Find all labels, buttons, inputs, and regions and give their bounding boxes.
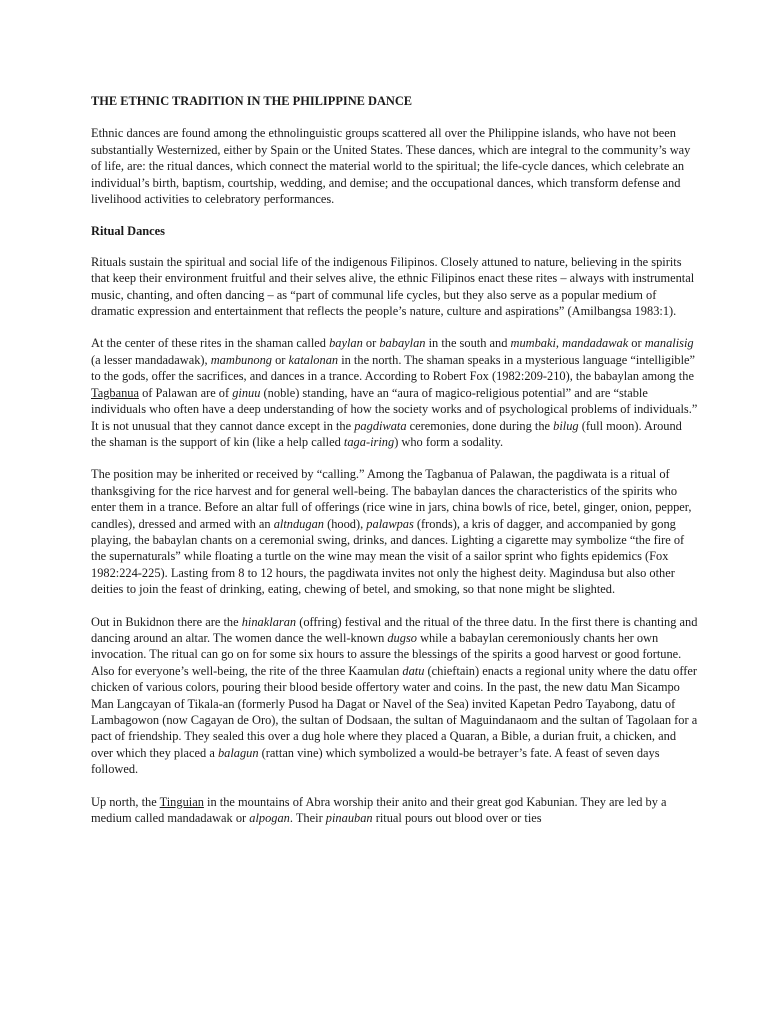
- text-span: At the center of these rites in the shaman called: [91, 336, 330, 351]
- paragraph-bukidnon: [91, 614, 698, 778]
- underlined-term: Tinguian: [159, 794, 204, 809]
- text-span: . Their: [289, 811, 326, 826]
- text-span: ritual pours out blood over or ties: [372, 811, 542, 826]
- text-span: Out in Bukidnon there are the: [91, 614, 242, 629]
- text-span: or: [628, 336, 645, 351]
- emphasis-term: dugso: [387, 630, 417, 645]
- text-span: (fronds), a kris of dagger, and accompanied by gong playing, the babaylan chants on a ceremonial swing, drinks, and dances. Lighting a cigarette may symbolize “the fire of the supernaturals” while floating a turtle on the wine may mean the visit of a sailor sprint who fights epidemics (Fox 1982:224-225). Lasting from 8 to 12 hours, the pagdiwata invites not only the highest deity. Magindusa but also other deities to join the feast of drinking, eating, chewing of betel, and smoking, so that none might be slighted.: [91, 516, 685, 597]
- emphasis-term: alpogan: [249, 811, 290, 826]
- text-span: The position may be inherited or received by “calling.” Among the Tagbanua of Palawan, the pagdiwata is a ritual of thanksgiving for the rice harvest and for general well-being. The babaylan dances the characteristics of the spirits who enter them in a trance. Before an altar full of offerings (rice wine in jars, china bowls of rice, betel, ginger, onion, pepper, candles), dressed and armed with an: [91, 467, 692, 531]
- underlined-term: Tagbanua: [91, 385, 139, 400]
- text-span: (full moon). Around the shaman is the support of kin (like a help called: [91, 418, 682, 449]
- emphasis-term: hinaklaran: [241, 614, 297, 629]
- section-heading: Ritual Dances: [91, 224, 165, 239]
- text-span: (noble) standing, have an “aura of magico-religious potential” and are “stable individuals who often have a deep understanding of how the society works and of psychological problems of individuals.” It is not unusual that they cannot dance except in the: [91, 385, 698, 433]
- emphasis-term: baylan: [329, 336, 363, 351]
- emphasis-term: manalisig: [644, 336, 694, 351]
- text-span: (a lesser mandadawak),: [91, 352, 211, 367]
- text-span: ceremonies, done during the: [406, 418, 554, 433]
- paragraph-shaman: [91, 335, 698, 450]
- emphasis-term: bilug: [553, 418, 579, 433]
- emphasis-term: katalonan: [288, 352, 339, 367]
- text-span: (hood),: [323, 516, 367, 531]
- text-span: in the south and: [425, 336, 511, 351]
- emphasis-term: altndugan: [273, 516, 324, 531]
- text-span: in the mountains of Abra worship their anito and their great god Kabunian. They are led by a medium called mandadawak or: [91, 794, 667, 826]
- document-title: THE ETHNIC TRADITION IN THE PHILIPPINE DANCE: [91, 94, 413, 108]
- paragraph-rituals: Rituals sustain the spiritual and social life of the indigenous Filipinos. Closely attuned to nature, believing in the spirits that keep their environment fruitful and their selves alive, the ethnic Filipinos enact these rites – always with instrumental music, chanting, and often dancing – as “part of communal life cycles, but they also serve as a popular medium of dramatic expression and entertainment that reflects the people’s nature, culture and aspirations” (Amilbangsa 1983:1).: [91, 254, 695, 319]
- text-span: or: [272, 352, 289, 367]
- emphasis-term: babaylan: [379, 336, 426, 351]
- text-span: or: [362, 336, 380, 351]
- text-span: in the north. The shaman speaks in a mysterious language “intelligible” to the gods, offer the sacrifices, and dances in a trance. According to Robert Fox (1982:209-210), the babaylan among the: [91, 352, 696, 384]
- text-span: (chieftain) enacts a regional unity where the datu offer chicken of various colors, pouring their blood beside offertory water and coins. In the past, the new datu Man Sicampo Man Langcayan of Tikala-an (formerly Pusod ha Dagat or Navel of the Sea) invited Kapetan Pedro Tayabong, datu of Lambagowon (now Cagayan de Oro), the sultan of Dodsaan, the sultan of Maguindanaom and the sultan of Tagolaan for a pact of friendship. They sealed this over a dug hole where they placed a Quaran, a Bible, a durian fruit, a chicken, and over which they placed a: [91, 663, 698, 760]
- text-span: ) who form a sodality.: [394, 434, 504, 449]
- text-span: of Palawan are of: [138, 385, 233, 400]
- text-span: while a babaylan ceremoniously chants her own invocation. The ritual can go on for some six hours to assure the blessings of the spirits a good harvest or good fortune. Also for everyone’s well-being, the rite of the three Kaamulan: [91, 630, 682, 678]
- emphasis-term: mumbaki, mandadawak: [510, 336, 629, 351]
- text-span: (rattan vine) which symbolized a would-be betrayer’s fate. A feast of seven days followed.: [91, 745, 660, 777]
- emphasis-term: pagdiwata: [354, 418, 407, 433]
- emphasis-term: pinauban: [325, 811, 373, 826]
- text-span: (offring) festival and the ritual of the three datu. In the first there is chanting and dancing around an altar. The women dance the well-known: [91, 614, 698, 645]
- emphasis-term: mambunong: [210, 352, 272, 367]
- emphasis-term: balagun: [217, 745, 259, 760]
- emphasis-term: ginuu: [232, 385, 261, 400]
- intro-paragraph: Ethnic dances are found among the ethnolinguistic groups scattered all over the Philippine islands, who have not been substantially Westernized, either by Spain or the United States. These dances, which are integral to the community’s way of life, are: the ritual dances, which connect the material world to the spiritual; the life-cycle dances, which celebrate an individual’s birth, baptism, courtship, wedding, and demise; and the occupational dances, which transform defense and livelihood activities to celebratory performances.: [91, 126, 691, 207]
- emphasis-term: datu: [402, 663, 425, 678]
- paragraph-position: [91, 466, 698, 597]
- emphasis-term: taga-iring: [343, 434, 395, 449]
- paragraph-north: [91, 794, 698, 827]
- text-span: Up north, the: [91, 794, 160, 809]
- emphasis-term: palawpas: [366, 516, 414, 531]
